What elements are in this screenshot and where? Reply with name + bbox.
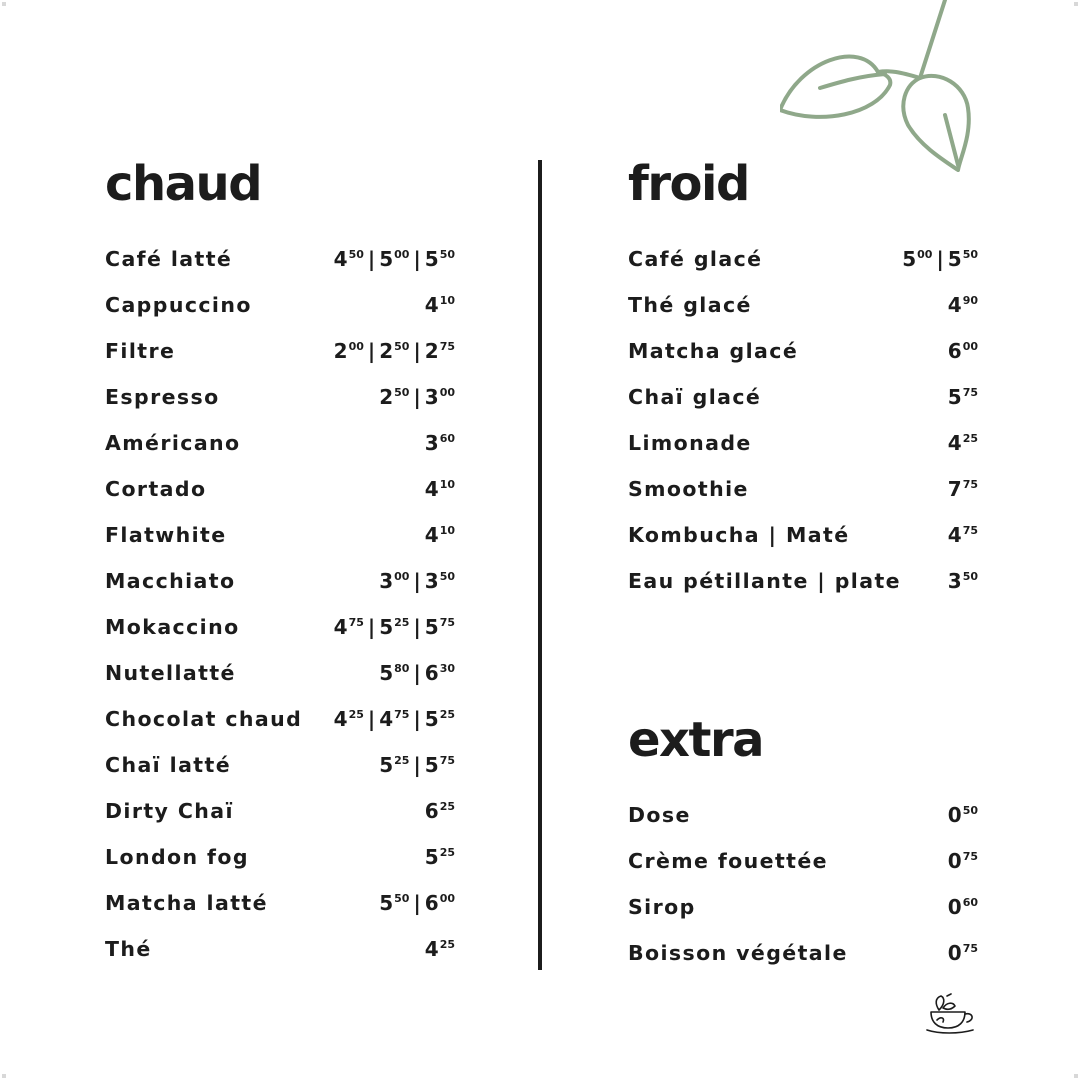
- price-cents: 50: [348, 248, 364, 261]
- price-whole: 5: [424, 753, 439, 777]
- price-cents: 75: [394, 708, 410, 721]
- corner-mark-tr: [1074, 2, 1078, 6]
- item-price: [948, 941, 978, 965]
- extra-list: [628, 792, 978, 976]
- price-separator: |: [367, 339, 376, 363]
- price-whole: 3: [424, 385, 439, 409]
- item-price: [379, 569, 455, 593]
- price-cents: 50: [394, 386, 410, 399]
- price-separator: |: [413, 661, 421, 685]
- price-cents: 50: [962, 804, 978, 817]
- price-cents: 25: [394, 754, 410, 767]
- item-price: [334, 339, 455, 363]
- price-separator: |: [367, 707, 376, 731]
- price-whole: 4: [333, 247, 348, 271]
- price-whole: 6: [424, 661, 439, 685]
- item-name: Flatwhite: [105, 523, 227, 547]
- price-cents: 75: [348, 616, 364, 629]
- price-separator: |: [413, 569, 421, 593]
- price-cents: 00: [439, 386, 455, 399]
- price-cents: 25: [962, 432, 978, 445]
- price-cents: 75: [962, 942, 978, 955]
- item-price: [379, 891, 455, 915]
- price-cents: 50: [439, 570, 455, 583]
- item-price: [948, 385, 978, 409]
- menu-item-creme-fouettee: [628, 838, 978, 884]
- item-name: Café glacé: [628, 247, 763, 271]
- price-cents: 10: [439, 294, 455, 307]
- price-whole: 5: [379, 753, 394, 777]
- price-whole: 2: [379, 385, 394, 409]
- item-price: [425, 523, 455, 547]
- price-whole: 4: [424, 293, 439, 317]
- price-whole: 5: [379, 615, 394, 639]
- price-whole: 4: [947, 293, 962, 317]
- menu-item-dirty-chai: [105, 788, 455, 834]
- menu-item-espresso: [105, 374, 455, 420]
- price-cents: 25: [439, 938, 455, 951]
- price-cents: 25: [439, 800, 455, 813]
- price-whole: 3: [947, 569, 962, 593]
- price-whole: 6: [947, 339, 962, 363]
- menu-item-eau-petillante-plate: [628, 558, 978, 604]
- froid-section: [628, 150, 978, 604]
- price-separator: |: [936, 247, 944, 271]
- price-cents: 25: [439, 846, 455, 859]
- item-price: [425, 937, 455, 961]
- item-price: [948, 293, 978, 317]
- item-price: [902, 247, 978, 271]
- price-cents: 50: [394, 340, 410, 353]
- item-name: Cappuccino: [105, 293, 252, 317]
- item-price: [948, 523, 978, 547]
- menu-item-limonade: [628, 420, 978, 466]
- menu-item-dose: [628, 792, 978, 838]
- item-name: Kombucha | Maté: [628, 523, 850, 547]
- item-price: [948, 431, 978, 455]
- price-whole: 5: [424, 707, 439, 731]
- extra-title: extra: [628, 712, 764, 768]
- price-whole: 2: [424, 339, 439, 363]
- menu-item-chocolat-chaud: [105, 696, 455, 742]
- price-cents: 75: [962, 524, 978, 537]
- item-name: Matcha latté: [105, 891, 268, 915]
- price-cents: 75: [962, 386, 978, 399]
- price-separator: |: [413, 753, 421, 777]
- item-name: Café latté: [105, 247, 233, 271]
- item-name: Macchiato: [105, 569, 236, 593]
- price-cents: 00: [348, 340, 364, 353]
- price-whole: 5: [379, 891, 394, 915]
- price-whole: 0: [947, 941, 962, 965]
- price-separator: |: [413, 339, 421, 363]
- chaud-list: [105, 236, 455, 972]
- menu-item-matcha-glace: [628, 328, 978, 374]
- price-whole: 4: [947, 523, 962, 547]
- price-cents: 60: [962, 896, 978, 909]
- price-whole: 2: [379, 339, 394, 363]
- price-whole: 2: [333, 339, 348, 363]
- item-price: [425, 293, 455, 317]
- price-separator: |: [413, 891, 421, 915]
- item-price: [948, 895, 978, 919]
- price-whole: 7: [947, 477, 962, 501]
- menu-item-sirop: [628, 884, 978, 930]
- price-cents: 10: [439, 524, 455, 537]
- item-price: [948, 569, 978, 593]
- price-whole: 3: [424, 569, 439, 593]
- item-price: [334, 247, 455, 271]
- price-cents: 25: [394, 616, 410, 629]
- price-cents: 10: [439, 478, 455, 491]
- item-name: Matcha glacé: [628, 339, 799, 363]
- price-whole: 5: [902, 247, 917, 271]
- menu-item-the: [105, 926, 455, 972]
- price-whole: 4: [947, 431, 962, 455]
- item-price: [379, 753, 455, 777]
- price-whole: 6: [424, 891, 439, 915]
- item-name: Espresso: [105, 385, 220, 409]
- menu-item-cafe-latte: [105, 236, 455, 282]
- item-price: [425, 477, 455, 501]
- price-cents: 00: [962, 340, 978, 353]
- item-name: Smoothie: [628, 477, 749, 501]
- price-whole: 5: [947, 247, 962, 271]
- price-cents: 75: [962, 478, 978, 491]
- item-price: [379, 385, 455, 409]
- item-name: Limonade: [628, 431, 752, 455]
- price-whole: 0: [947, 849, 962, 873]
- item-name: Chocolat chaud: [105, 707, 303, 731]
- price-cents: 00: [439, 892, 455, 905]
- menu-item-cortado: [105, 466, 455, 512]
- menu-item-chai-glace: [628, 374, 978, 420]
- item-name: Crème fouettée: [628, 849, 828, 873]
- menu-item-matcha-latte: [105, 880, 455, 926]
- item-price: [425, 799, 455, 823]
- price-whole: 5: [379, 247, 394, 271]
- item-name: Eau pétillante | plate: [628, 569, 901, 593]
- price-whole: 4: [333, 707, 348, 731]
- price-cents: 50: [439, 248, 455, 261]
- item-price: [334, 615, 455, 639]
- price-cents: 25: [439, 708, 455, 721]
- froid-list: [628, 236, 978, 604]
- price-cents: 00: [394, 570, 410, 583]
- price-cents: 50: [962, 248, 978, 261]
- item-price: [379, 661, 455, 685]
- extra-section: [628, 706, 978, 976]
- price-cents: 75: [962, 850, 978, 863]
- price-whole: 4: [424, 477, 439, 501]
- price-separator: |: [413, 615, 421, 639]
- price-cents: 00: [394, 248, 410, 261]
- price-whole: 5: [424, 845, 439, 869]
- price-whole: 5: [424, 615, 439, 639]
- item-price: [425, 845, 455, 869]
- price-whole: 3: [379, 569, 394, 593]
- price-whole: 5: [379, 661, 394, 685]
- price-whole: 4: [424, 937, 439, 961]
- tea-cup-icon: [925, 992, 979, 1036]
- item-name: Mokaccino: [105, 615, 240, 639]
- item-name: Nutellatté: [105, 661, 236, 685]
- price-cents: 75: [439, 616, 455, 629]
- item-price: [334, 707, 455, 731]
- menu-item-americano: [105, 420, 455, 466]
- price-whole: 4: [333, 615, 348, 639]
- corner-mark-bl: [2, 1074, 6, 1078]
- corner-mark-br: [1074, 1074, 1078, 1078]
- item-name: London fog: [105, 845, 249, 869]
- price-cents: 25: [348, 708, 364, 721]
- column-divider: [538, 160, 542, 970]
- menu-item-kombucha-mate: [628, 512, 978, 558]
- menu-item-the-glace: [628, 282, 978, 328]
- price-cents: 60: [439, 432, 455, 445]
- froid-title: froid: [628, 156, 749, 212]
- menu-item-chai-latte: [105, 742, 455, 788]
- price-whole: 5: [947, 385, 962, 409]
- price-whole: 0: [947, 895, 962, 919]
- price-cents: 50: [962, 570, 978, 583]
- menu-item-smoothie: [628, 466, 978, 512]
- item-name: Chaï glacé: [628, 385, 762, 409]
- chaud-section: [105, 150, 455, 972]
- price-cents: 80: [394, 662, 410, 675]
- item-price: [948, 803, 978, 827]
- price-separator: |: [413, 385, 421, 409]
- menu-item-filtre: [105, 328, 455, 374]
- price-separator: |: [413, 247, 421, 271]
- price-cents: 00: [917, 248, 933, 261]
- price-whole: 4: [424, 523, 439, 547]
- chaud-title: chaud: [105, 156, 262, 212]
- price-separator: |: [367, 615, 376, 639]
- price-whole: 6: [424, 799, 439, 823]
- item-price: [948, 849, 978, 873]
- menu-item-cafe-glace: [628, 236, 978, 282]
- item-name: Filtre: [105, 339, 176, 363]
- item-name: Boisson végétale: [628, 941, 848, 965]
- price-separator: |: [413, 707, 421, 731]
- price-cents: 75: [439, 340, 455, 353]
- menu-item-mokaccino: [105, 604, 455, 650]
- price-whole: 3: [424, 431, 439, 455]
- item-name: Américano: [105, 431, 241, 455]
- price-whole: 5: [424, 247, 439, 271]
- menu-item-boisson-vegetale: [628, 930, 978, 976]
- item-name: Chaï latté: [105, 753, 231, 777]
- item-name: Dose: [628, 803, 691, 827]
- item-name: Thé: [105, 937, 152, 961]
- item-name: Dirty Chaï: [105, 799, 234, 823]
- corner-mark-tl: [2, 2, 6, 6]
- menu-item-macchiato: [105, 558, 455, 604]
- menu-item-london-fog: [105, 834, 455, 880]
- menu-item-flatwhite: [105, 512, 455, 558]
- menu-item-nutellatte: [105, 650, 455, 696]
- price-cents: 75: [439, 754, 455, 767]
- price-whole: 0: [947, 803, 962, 827]
- item-name: Sirop: [628, 895, 696, 919]
- price-separator: |: [367, 247, 376, 271]
- price-cents: 90: [962, 294, 978, 307]
- price-whole: 4: [379, 707, 394, 731]
- price-cents: 50: [394, 892, 410, 905]
- item-price: [948, 477, 978, 501]
- item-price: [948, 339, 978, 363]
- item-price: [425, 431, 455, 455]
- item-name: Cortado: [105, 477, 207, 501]
- item-name: Thé glacé: [628, 293, 752, 317]
- menu-item-cappuccino: [105, 282, 455, 328]
- price-cents: 30: [439, 662, 455, 675]
